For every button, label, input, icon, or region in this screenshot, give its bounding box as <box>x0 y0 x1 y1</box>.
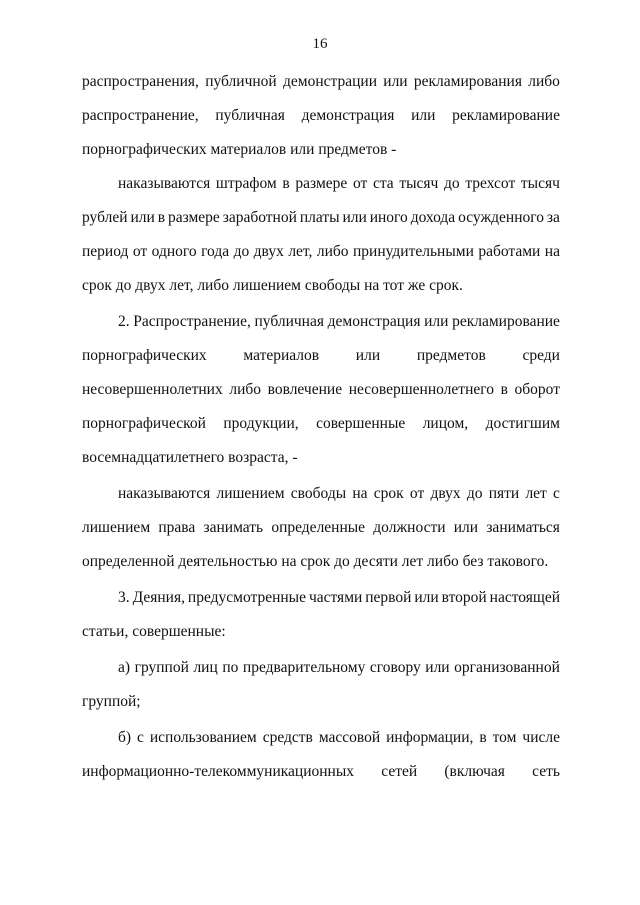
word: от <box>409 485 425 502</box>
word: трехсот <box>465 175 516 192</box>
text-line <box>82 242 560 262</box>
word: сетей <box>381 763 418 780</box>
word: в <box>157 209 166 226</box>
word: или <box>130 209 155 226</box>
word: (включая <box>444 763 505 780</box>
text-line <box>82 346 560 366</box>
text-line <box>82 208 560 228</box>
word: тысяч <box>520 175 560 192</box>
word: публичная <box>254 313 324 330</box>
text-line: восемнадцатилетнего возраста, - <box>82 449 298 466</box>
word: свободы <box>290 485 347 502</box>
word: материалов <box>243 347 320 364</box>
word: или <box>411 107 436 124</box>
word: распространение, <box>82 107 199 124</box>
word: распространения, <box>82 73 199 90</box>
word: лишением <box>82 519 151 536</box>
word: первой <box>365 589 412 606</box>
word: срок <box>373 485 404 502</box>
word: предусмотренные <box>187 589 306 606</box>
word: второй <box>441 589 487 606</box>
word: порнографических <box>82 347 207 364</box>
word: настоящей <box>489 589 560 606</box>
word: принудительными <box>353 243 474 260</box>
word: числе <box>522 729 560 746</box>
word: ста <box>372 175 394 192</box>
word: с <box>553 485 560 502</box>
word: рублей <box>82 209 128 226</box>
text-line <box>82 72 560 92</box>
word: тысяч <box>399 175 439 192</box>
word: лет <box>525 485 547 502</box>
word: либо <box>528 73 560 90</box>
word: года <box>201 243 230 260</box>
word: или <box>453 519 479 536</box>
word: а) <box>118 659 131 676</box>
word: осужденного <box>458 209 544 226</box>
word: до <box>233 243 250 260</box>
word: права <box>158 519 196 536</box>
word: по <box>222 659 239 676</box>
word: продукции, <box>223 415 299 432</box>
word: с <box>137 729 144 746</box>
word: публичной <box>205 73 277 90</box>
word: до <box>444 175 460 192</box>
text-line: срок до двух лет, либо лишением свободы на тот же срок. <box>82 277 463 294</box>
text-line: группой; <box>82 693 141 710</box>
text-line: порнографических материалов или предметов - <box>82 141 397 158</box>
word: демонстрация <box>301 107 395 124</box>
text-line <box>82 106 560 126</box>
word: в <box>282 175 290 192</box>
word: рекламирования <box>413 73 522 90</box>
word: от <box>132 243 148 260</box>
word: лицом, <box>422 415 469 432</box>
word: наказываются <box>118 175 211 192</box>
word: средств <box>262 729 313 746</box>
word: заработной <box>222 209 297 226</box>
word: на <box>352 485 368 502</box>
word: период <box>82 243 129 260</box>
word: в <box>479 729 487 746</box>
word: достигшим <box>485 415 560 432</box>
word: массовой <box>318 729 381 746</box>
word: или <box>342 209 367 226</box>
word: либо <box>229 381 262 398</box>
word: заниматься <box>486 519 560 536</box>
word: 2. <box>118 313 130 330</box>
word: за <box>546 209 560 226</box>
word: информационно-телекоммуникационных <box>82 763 355 780</box>
word: размере <box>295 175 348 192</box>
word: демонстрации <box>283 73 377 90</box>
word: платы <box>299 209 340 226</box>
word: лиц <box>193 659 218 676</box>
word: размере <box>167 209 220 226</box>
word: или <box>414 589 439 606</box>
text-line <box>82 762 560 782</box>
word: от <box>352 175 368 192</box>
word: Распространение, <box>133 313 251 330</box>
text-line <box>82 414 560 434</box>
page-number: 16 <box>312 36 328 52</box>
text-line <box>118 312 560 332</box>
word: дохода <box>410 209 456 226</box>
word: несовершеннолетнего <box>348 381 494 398</box>
word: группой <box>134 659 189 676</box>
word: или <box>383 73 408 90</box>
word: или <box>425 659 450 676</box>
word: определенные <box>271 519 366 536</box>
text-line <box>82 380 560 400</box>
word: двух <box>253 243 284 260</box>
word: том <box>492 729 517 746</box>
word: наказываются <box>118 485 211 502</box>
word: сеть <box>532 763 560 780</box>
text-line <box>118 588 560 608</box>
text-line <box>118 728 560 748</box>
word: оборот <box>514 381 560 398</box>
word: в <box>500 381 508 398</box>
word: Деяния, <box>132 589 185 606</box>
text-line <box>118 174 560 194</box>
word: иного <box>369 209 408 226</box>
word: совершенные <box>316 415 406 432</box>
word: организованной <box>454 659 560 676</box>
word: лет, <box>288 243 313 260</box>
word: или <box>355 347 381 364</box>
word: либо <box>316 243 349 260</box>
word: 3. <box>118 589 130 606</box>
word: б) <box>118 729 132 746</box>
text-line <box>82 518 560 538</box>
word: публичная <box>215 107 285 124</box>
word: лишением <box>216 485 285 502</box>
word: двух <box>430 485 461 502</box>
word: работами <box>478 243 541 260</box>
word: пяти <box>488 485 520 502</box>
word: одного <box>151 243 197 260</box>
word: до <box>466 485 483 502</box>
word: предварительному <box>242 659 366 676</box>
word: сговору <box>369 659 421 676</box>
word: порнографической <box>82 415 206 432</box>
word: штрафом <box>215 175 277 192</box>
word: рекламирование <box>452 107 560 124</box>
word: или <box>424 313 449 330</box>
word: среди <box>522 347 560 364</box>
word: демонстрация <box>327 313 421 330</box>
word: на <box>544 243 560 260</box>
word: использованием <box>149 729 257 746</box>
text-line <box>118 484 560 504</box>
word: должности <box>373 519 446 536</box>
text-line: определенной деятельностью на срок до десяти лет либо без такового. <box>82 553 549 570</box>
word: несовершеннолетних <box>82 381 223 398</box>
word: вовлечение <box>267 381 343 398</box>
word: предметов <box>416 347 486 364</box>
word: рекламирование <box>452 313 560 330</box>
text-line <box>118 658 560 678</box>
word: частями <box>308 589 363 606</box>
word: занимать <box>203 519 264 536</box>
text-line: статьи, совершенные: <box>82 623 226 640</box>
word: информации, <box>386 729 474 746</box>
